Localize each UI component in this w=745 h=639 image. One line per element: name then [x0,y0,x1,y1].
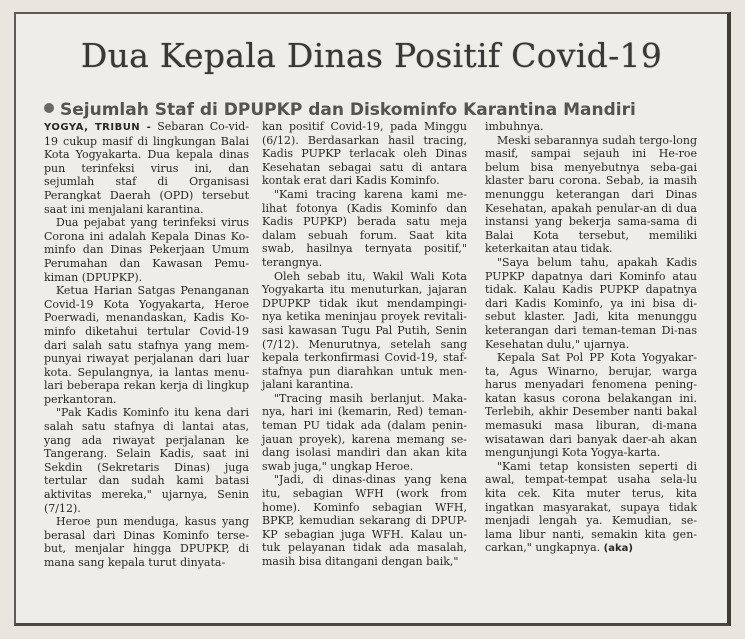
paragraph: imbuhnya. [485,120,544,133]
column-1 [44,120,249,570]
paragraph: "Tracing masih berlanjut. Maka-nya, hari ini (kemarin, Red) teman-teman PU tidak ada (dalam penin-jauan proyek), karena memang se-dang isolasi mandiri dan akan kita swab juga," ungkap Heroe. [262,391,467,473]
bullet-icon [44,103,54,113]
subheadline-text: Sejumlah Staf di DPUPKP dan Diskominfo Karantina Mandiri [60,100,636,120]
paragraph: Meski sebarannya sudah tergo-long masif, sampai sejauh ini He-roe belum bisa menyebutnya seba-gai klaster baru corona. Sebab, ia masih menunggu keterangan dari Dinas Kesehatan, apakah penular-an di dua instansi yang bekerja sama-sama di Balai Kota tersebut, memiliki keterkaitan atau tidak. [485,133,697,256]
article-headline: Dua Kepala Dinas Positif Covid-19 [80,36,663,75]
column-2 [262,120,467,569]
paragraph: "Jadi, di dinas-dinas yang kena itu, sebagian WFH (work from home). Kominfo sebagian WFH, BPKP, kemudian sekarang di DPUP-KP sebagian juga WFH. Kalau un-tuk pelayanan tidak ada masalah, masih bisa ditangani dengan baik," [262,473,467,568]
paragraph: Dua pejabat yang terinfeksi virus Corona ini adalah Kepala Dinas Ko-minfo dan Dinas Pekerjaan Umum Perumahan dan Kawasan Pemu-kiman (DPUPKP). [44,216,249,284]
article-subheadline [44,100,734,120]
paragraph: Kepala Sat Pol PP Kota Yogyakar-ta, Agus Winarno, berujar, warga harus menyadari fenomena pening-katan kasus corona belakangan ini. Terlebih, akhir Desember nanti bakal memasuki masa liburan, di-mana wisatawan dari banyak daer-ah akan mengunjungi Kota Yogya-karta. [485,351,697,460]
paragraph: "Pak Kadis Kominfo itu kena dari salah satu stafnya di lantai atas, yang ada riwayat perjalanan ke Tangerang. Selain Kadis, saat ini Sekdin (Sekretaris Dinas) juga tertular dan sudah kami batasi aktivitas mereka," ujarnya, Senin (7/12). [44,406,249,515]
paragraph: kan positif Covid-19, pada Minggu (6/12). Berdasarkan hasil tracing, Kadis PUPKP terlacak oleh Dinas Kesehatan sebagai satu di antara kontak erat dari Kadis Kominfo. [262,120,467,188]
author-signature: (aka) [603,543,633,555]
paragraph-text: Sebaran Co-vid-19 cukup masif di lingkungan Balai Kota Yogyakarta. Dua kepala dinas pun terinfeksi virus ini, dan sejumlah staf di Organisasi Perangkat Daerah (OPD) tersebut saat ini menjalani karantina. [44,120,249,216]
dateline: YOGYA, TRIBUN - [44,122,152,133]
paragraph [485,460,697,556]
paragraph [44,120,249,216]
paragraph: Heroe pun menduga, kasus yang berasal dari Dinas Kominfo terse-but, menjalar hingga DPUPKP, di mana sang kepala turut dinyata- [44,515,249,569]
paragraph: Oleh sebab itu, Wakil Wali Kota Yogyakarta itu menuturkan, jajaran DPUPKP tidak ikut mendampingi-nya ketika meninjau proyek revitali-sasi kawasan Tugu Pal Putih, Senin (7/12). Menurutnya, setelah sang kepala terkonfirmasi Covid-19, staf-stafnya pun diarahkan untuk men-jalani karantina. [262,269,467,392]
paragraph: "Kami tracing karena kami me-lihat fotonya (Kadis Kominfo dan Kadis PUPKP) berada satu meja dalam sebuah forum. Saat kita swab, hasilnya ternyata positif," terangnya. [262,187,467,269]
column-3 [485,120,697,556]
paragraph: "Saya belum tahu, apakah Kadis PUPKP dapatnya dari Kominfo atau tidak. Kalau Kadis PUPKP dapatnya dari Kadis Kominfo, ya ini bisa di-sebut klaster. Jadi, kita menunggu keterangan dari teman-teman Di-nas Kesehatan dulu," ujarnya. [485,255,697,351]
paragraph-text: "Kami tetap konsisten seperti di awal, tempat-tempat usaha sela-lu kita cek. Kita muter terus, kita ingatkan masyarakat, supaya tidak menjadi lengah ya. Kemudian, se-lama libur nanti, semakin kita gen-carkan," ungkapnya. [485,459,697,555]
paragraph: Ketua Harian Satgas Penanganan Covid-19 Kota Yogyakarta, Heroe Poerwadi, menandaskan, Kadis Ko-minfo diketahui tertular Covid-19 dari salah satu stafnya yang mem-punyai riwayat perjalanan dari luar kota. Sepulangnya, ia lantas menu-lari beberapa rekan kerja di lingkup perkantoran. [44,284,249,406]
